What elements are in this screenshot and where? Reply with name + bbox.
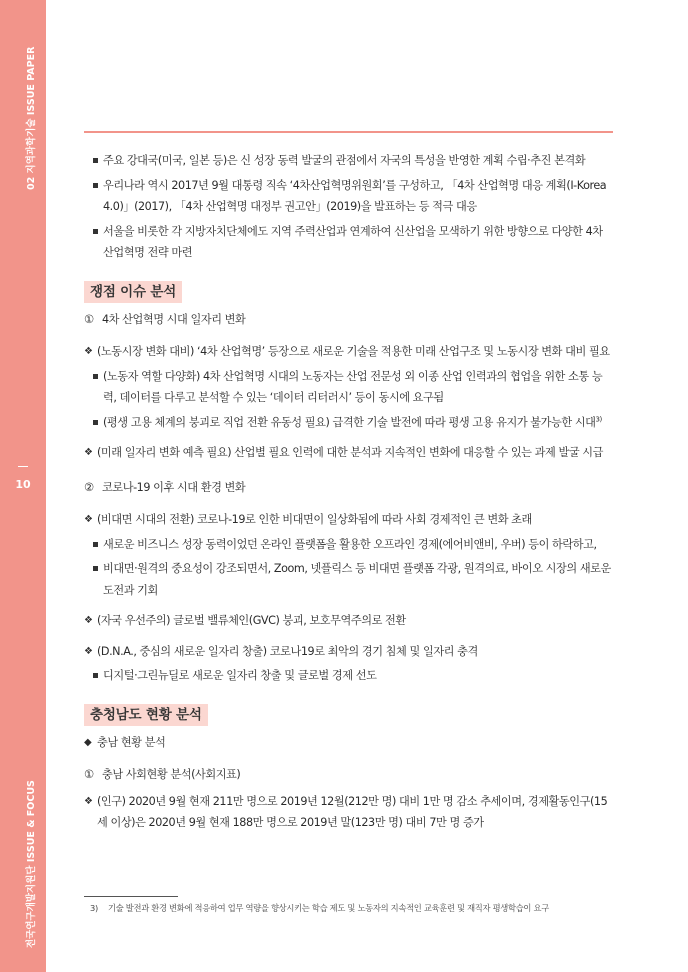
footnote-rule [84,896,178,897]
diamond-bullet-icon [84,442,93,464]
page-number: 10 [15,478,31,491]
subsection-label: 4차 산업혁명 시대 일자리 변화 [102,312,246,326]
subsection-title [84,477,614,499]
issue-focus-label: 전국연구개발지원단 ISSUE & FOCUS [26,780,37,948]
sub-bullet: (노동자 역할 다양화) 4차 산업혁명 시대의 노동자는 산업 전문성 외 이종 산업 인력과의 협업을 위한 소통 능력, 데이터를 다루고 분석할 수 있는 ‘데이터 리터러시’ 등이 동시에 요구됨 [84,366,614,409]
diamond-item [84,509,614,531]
subsection-label: 충남 사회현황 분석(사회지표) [102,768,241,781]
item-text: (D.N.A., 중심의 새로운 일자리 창출) 코로나19로 최악의 경기 침체 및 일자리 충격 [97,644,478,658]
item-text: (미래 일자리 변화 예측 필요) 산업별 필요 인력에 대한 분석과 지속적인 변화에 대응할 수 있는 과제 발굴 시급 [97,446,603,459]
intro-bullet: 주요 강대국(미국, 일본 등)은 신 성장 동력 발굴의 관점에서 자국의 특성을 반영한 계획 수립·추진 본격화 [84,150,614,172]
subsection-title [84,309,614,331]
circled-number: ② [84,480,94,494]
diamond-item [84,341,614,363]
diamond-bullet-icon [84,341,93,363]
item-text: (노동시장 변화 대비) ‘4차 산업혁명’ 등장으로 새로운 기술을 적용한 미래 산업구조 및 노동시장 변화 대비 필요 [97,345,610,358]
page-number-divider [18,466,28,467]
footnote [84,902,614,915]
subsection-title [84,764,614,786]
circled-number: ① [84,312,94,326]
sub-bullet [84,412,614,434]
section-title: 충청남도 현황 분석 [84,704,208,726]
issue-paper-label: 02 지역과학기술 ISSUE PAPER [26,46,37,190]
item-text: (인구) 2020년 9월 현재 211만 명으로 2019년 12월(212만 명) 대비 1만 명 감소 추세이며, 경제활동인구(15세 이상)은 2020년 9월 현재 188만 명으로 2019년 말(123만 명) 대비 7만 명 증가 [97,794,608,829]
main-content [84,150,614,837]
diamond-bullet-icon [84,641,93,663]
item-text: (평생 고용 체계의 붕괴로 직업 전환 유동성 필요) 급격한 기술 발전에 따라 평생 고용 유지가 불가능한 시대 [103,415,596,429]
intro-bullet: 서울을 비롯한 각 지방자치단체에도 지역 주력산업과 연계하여 신산업을 모색하기 위한 방향으로 다양한 4차 산업혁명 전략 마련 [84,221,614,264]
circled-number: ① [84,768,94,781]
section-heading [84,732,614,754]
top-rule [84,131,613,133]
sub-bullet: 디지털·그린뉴딜로 새로운 일자리 창출 및 글로벌 경제 선도 [84,665,614,687]
diamond-item [84,442,614,464]
sub-bullet: 새로운 비즈니스 성장 동력이었던 온라인 플랫폼을 활용한 오프라인 경제(에어비앤비, 우버) 등이 하락하고, [84,534,614,556]
footnote-ref: 3) [595,414,602,423]
section-title: 쟁점 이슈 분석 [84,281,182,303]
diamond-bullet-icon [84,509,93,531]
filled-diamond-icon [84,732,91,754]
footnote-number: 3) [90,903,98,913]
sub-bullet: 비대면·원격의 중요성이 강조되면서, Zoom, 넷플릭스 등 비대면 플랫폼 각광, 원격의료, 바이오 시장의 새로운 도전과 기회 [84,558,614,601]
item-text: (자국 우선주의) 글로벌 밸류체인(GVC) 붕괴, 보호무역주의로 전환 [97,614,406,627]
subsection-label: 코로나-19 이후 시대 환경 변화 [102,480,246,494]
diamond-bullet-icon [84,791,93,813]
item-text: (비대면 시대의 전환) 코로나-19로 인한 비대면이 일상화됨에 따라 사회 경제적인 큰 변화 초래 [97,513,532,526]
diamond-item [84,791,614,834]
side-bar [0,0,46,972]
diamond-item [84,641,614,663]
heading-text: 충남 현황 분석 [97,735,166,749]
diamond-item [84,610,614,632]
intro-bullet: 우리나라 역시 2017년 9월 대통령 직속 ‘4차산업혁명위원회’를 구성하고, 「4차 산업혁명 대응 계획(I-Korea 4.0)」(2017), 「4차 산업혁명 대정부 권고안」(2019)을 발표하는 등 적극 대응 [84,175,614,218]
footnote-text: 기술 발전과 환경 변화에 적응하여 업무 역량을 향상시키는 학습 제도 및 노동자의 지속적인 교육훈련 및 재직자 평생학습이 요구 [108,903,549,913]
diamond-bullet-icon [84,610,93,632]
